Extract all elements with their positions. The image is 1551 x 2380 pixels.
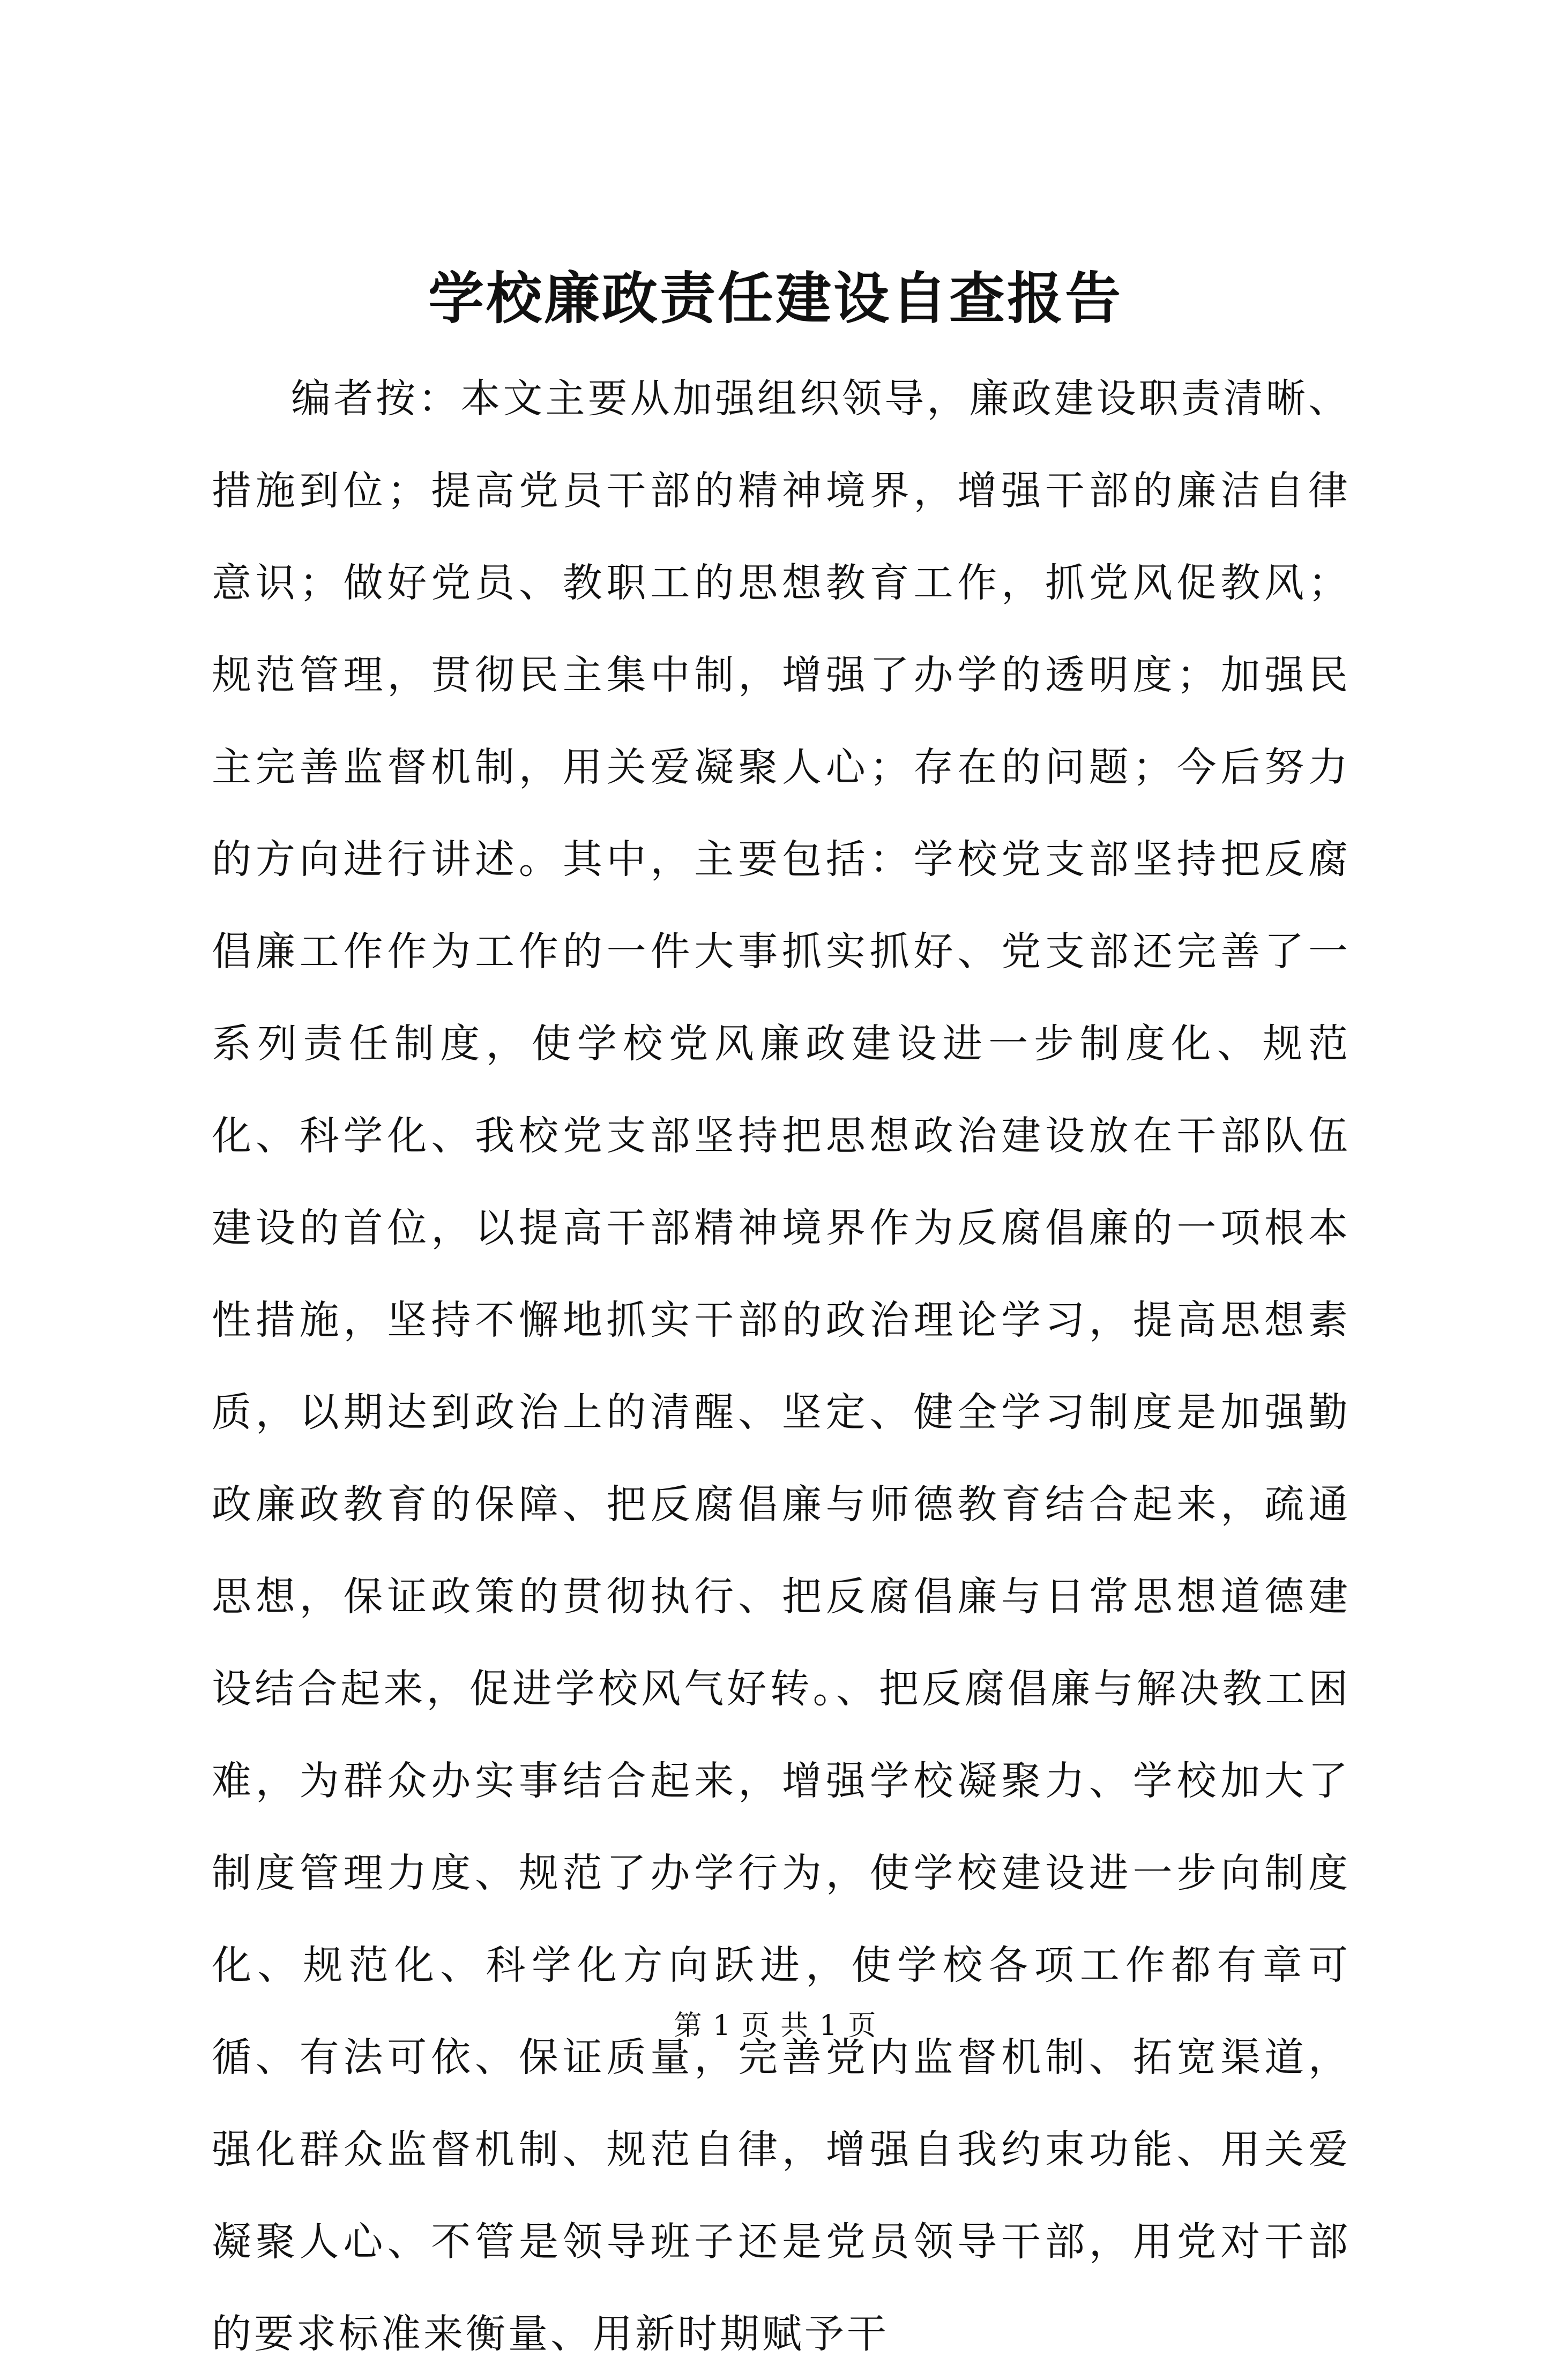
page-number-footer: 第 1 页 共 1 页 bbox=[674, 2010, 877, 2042]
document-title: 学校廉政责任建设自查报告 bbox=[428, 265, 1123, 331]
document-body-paragraph: 编者按：本文主要从加强组织领导，廉政建设职责清晰、措施到位；提高党员干部的精神境界，增强干部的廉洁自律意识；做好党员、教职工的思想教育工作，抓党风促教风；规范管理，贯彻民主集中制，增强了办学的透明度；加强民主完善监督机制，用关爱凝聚人心；存在的问题；今后努力的方向进行讲述。其中，主要包括：学校党支部坚持把反腐倡廉工作作为工作的一件大事抓实抓好、党支部还完善了一系列责任制度，使学校党风廉政建设进一步制度化、规范化、科学化、我校党支部坚持把思想政治建设放在干部队伍建设的首位，以提高干部精神境界作为反腐倡廉的一项根本性措施，坚持不懈地抓实干部的政治理论学习，提高思想素质，以期达到政治上的清醒、坚定、健全学习制度是加强勤政廉政教育的保障、把反腐倡廉与师德教育结合起来，疏通思想，保证政策的贯彻执行、把反腐倡廉与日常思想道德建设结合起来，促进学校风气好转。、把反腐倡廉与解决教工困难，为群众办实事结合起来，增强学校凝聚力、学校加大了制度管理力度、规范了办学行为，使学校建设进一步向制度化、规范化、科学化方向跃进，使学校各项工作都有章可循、有法可依、保证质量，完善党内监督机制、拓宽渠道，强化群众监督机制、规范自律，增强自我约束功能、用关爱凝聚人心、不管是领导班子还是党员领导干部，用党对干部的要求标准来衡量、用新时期赋予干 bbox=[212, 376, 1351, 2357]
